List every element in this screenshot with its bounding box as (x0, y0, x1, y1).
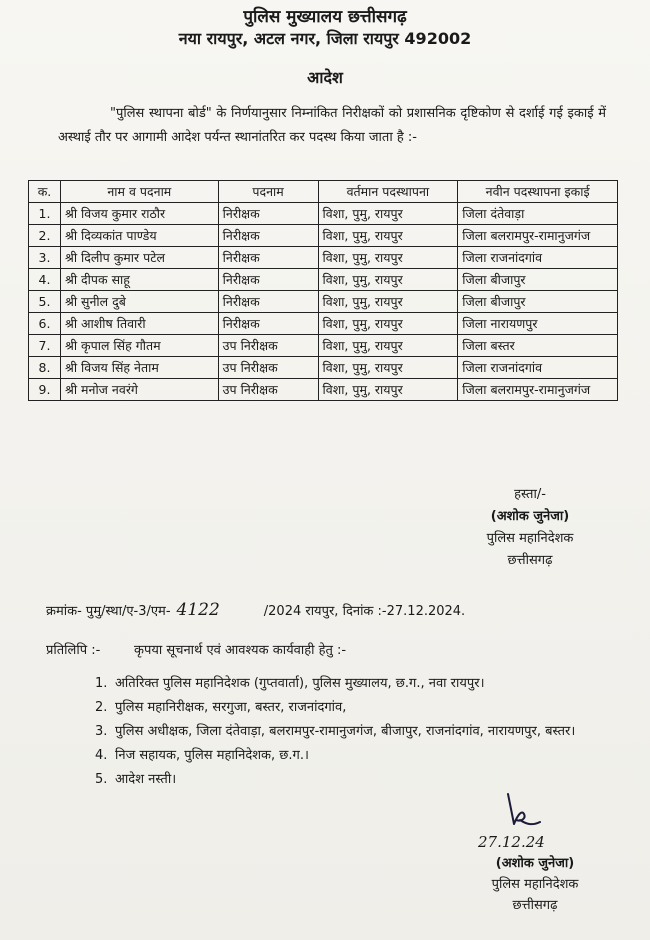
intro-paragraph (58, 102, 606, 150)
cell-name: श्री आशीष तिवारी (60, 313, 218, 335)
reference-date: दिनांक :-27.12.2024. (342, 604, 466, 619)
cell-current-posting: विशा, पुमु, रायपुर (318, 379, 458, 401)
header-address: नया रायपुर, अटल नगर, जिला रायपुर 492002 (178, 29, 472, 48)
cell-current-posting: विशा, पुमु, रायपुर (318, 291, 458, 313)
signatory-state: छत्तीसगढ़ (507, 553, 553, 568)
list-item-number: 1. (95, 676, 108, 691)
header-name: नाम व पदनाम (60, 181, 218, 203)
cell-serial: 7. (29, 335, 61, 357)
table-row (29, 335, 618, 357)
cell-designation: उप निरीक्षक (218, 335, 318, 357)
cell-name: श्री दिलीप कुमार पटेल (60, 247, 218, 269)
list-item (95, 696, 595, 720)
table-row (29, 247, 618, 269)
cell-current-posting: विशा, पुमु, रायपुर (318, 357, 458, 379)
cell-designation: निरीक्षक (218, 291, 318, 313)
cell-new-posting: जिला बीजापुर (458, 269, 618, 291)
table-row (29, 313, 618, 335)
cell-new-posting: जिला राजनांदगांव (458, 247, 618, 269)
cell-new-posting: जिला बस्तर (458, 335, 618, 357)
cell-serial: 3. (29, 247, 61, 269)
list-item-text: पुलिस अधीक्षक, जिला दंतेवाड़ा, बलरामपुर-रामानुजगंज, बीजापुर, राजनांदगांव, नारायणपुर, बस्तर। (115, 724, 576, 739)
order-title: आदेश (307, 68, 343, 87)
copy-label: प्रतिलिपि :- (46, 643, 101, 658)
copy-purpose: कृपया सूचनार्थ एवं आवश्यक कार्यवाही हेतु :- (134, 643, 347, 658)
signatory-state-2: छत्तीसगढ़ (512, 898, 558, 913)
table-row (29, 203, 618, 225)
handwritten-signature-icon (500, 790, 546, 832)
cell-new-posting: जिला बीजापुर (458, 291, 618, 313)
list-item-number: 2. (95, 700, 108, 715)
cell-serial: 5. (29, 291, 61, 313)
list-item-number: 5. (95, 772, 108, 787)
header-designation: पदनाम (218, 181, 318, 203)
header-current-posting: वर्तमान पदस्थापना (318, 181, 458, 203)
cell-new-posting: जिला नारायणपुर (458, 313, 618, 335)
reference-year-place: /2024 रायपुर, (263, 604, 339, 619)
cell-designation: निरीक्षक (218, 269, 318, 291)
table-header-row (29, 181, 618, 203)
cell-name: श्री विजय कुमार राठौर (60, 203, 218, 225)
cell-new-posting: जिला बलरामपुर-रामानुजगंज (458, 225, 618, 247)
list-item-number: 3. (95, 724, 108, 739)
cell-designation: उप निरीक्षक (218, 379, 318, 401)
cell-designation: उप निरीक्षक (218, 357, 318, 379)
cell-current-posting: विशा, पुमु, रायपुर (318, 313, 458, 335)
cell-serial: 1. (29, 203, 61, 225)
cell-current-posting: विशा, पुमु, रायपुर (318, 269, 458, 291)
cell-serial: 6. (29, 313, 61, 335)
table-row (29, 357, 618, 379)
signatory-designation: पुलिस महानिदेशक (486, 531, 574, 546)
list-item-text: निज सहायक, पुलिस महानिदेशक, छ.ग.। (115, 748, 309, 763)
table-row (29, 225, 618, 247)
signature-block-2 (460, 790, 610, 916)
cell-designation: निरीक्षक (218, 313, 318, 335)
list-item (95, 672, 595, 696)
table-row (29, 269, 618, 291)
signatory-name-2: (अशोक जुनेजा) (495, 856, 575, 871)
cell-serial: 9. (29, 379, 61, 401)
cell-new-posting: जिला बलरामपुर-रामानुजगंज (458, 379, 618, 401)
transfer-table (28, 180, 618, 401)
header-office-name: पुलिस मुख्यालय छत्तीसगढ़ (243, 7, 407, 27)
cell-name: श्री सुनील दुबे (60, 291, 218, 313)
document-header (0, 6, 650, 50)
list-item (95, 720, 595, 744)
header-new-posting: नवीन पदस्थापना इकाई (458, 181, 618, 203)
table-row (29, 291, 618, 313)
signature-block-1 (450, 484, 610, 572)
copy-line (46, 640, 626, 658)
cell-current-posting: विशा, पुमु, रायपुर (318, 247, 458, 269)
cell-serial: 2. (29, 225, 61, 247)
cell-name: श्री विजय सिंह नेताम (60, 357, 218, 379)
copy-list (95, 672, 595, 792)
cell-name: श्री मनोज नवरंगे (60, 379, 218, 401)
cell-new-posting: जिला दंतेवाड़ा (458, 203, 618, 225)
cell-name: श्री कृपाल सिंह गौतम (60, 335, 218, 357)
cell-designation: निरीक्षक (218, 247, 318, 269)
signed-mark: हस्ता/- (514, 487, 546, 502)
list-item (95, 768, 595, 792)
cell-name: श्री दीपक साहू (60, 269, 218, 291)
reference-line (46, 600, 626, 620)
table-body (29, 203, 618, 401)
cell-new-posting: जिला राजनांदगांव (458, 357, 618, 379)
list-item (95, 744, 595, 768)
table-row (29, 379, 618, 401)
cell-designation: निरीक्षक (218, 203, 318, 225)
cell-current-posting: विशा, पुमु, रायपुर (318, 225, 458, 247)
list-item-text: अतिरिक्त पुलिस महानिदेशक (गुप्तवार्ता), पुलिस मुख्यालय, छ.ग., नवा रायपुर। (115, 676, 485, 691)
cell-current-posting: विशा, पुमु, रायपुर (318, 203, 458, 225)
cell-current-posting: विशा, पुमु, रायपुर (318, 335, 458, 357)
list-item-text: पुलिस महानिरीक्षक, सरगुजा, बस्तर, राजनांदगांव, (115, 700, 347, 715)
list-item-text: आदेश नस्ती। (115, 772, 177, 787)
signatory-designation-2: पुलिस महानिदेशक (491, 877, 579, 892)
reference-number: 4122 (176, 600, 220, 620)
signatory-name: (अशोक जुनेजा) (490, 509, 570, 524)
cell-designation: निरीक्षक (218, 225, 318, 247)
cell-name: श्री दिव्यकांत पाण्डेय (60, 225, 218, 247)
list-item-number: 4. (95, 748, 108, 763)
handwritten-date: 27.12.24 (478, 833, 545, 851)
header-serial: क. (29, 181, 61, 203)
cell-serial: 4. (29, 269, 61, 291)
intro-text: "पुलिस स्थापना बोर्ड" के निर्णयानुसार निम्नांकित निरीक्षकों को प्रशासनिक दृष्टिकोण से दर्शाई गई इकाई में अस्थाई तौर पर आगामी आदेश पर्यन्त स्थानांतरित कर पदस्थ किया जाता है :- (58, 106, 606, 145)
cell-serial: 8. (29, 357, 61, 379)
reference-prefix: क्रमांक- पुमु/स्था/ए-3/एम- (46, 604, 171, 619)
